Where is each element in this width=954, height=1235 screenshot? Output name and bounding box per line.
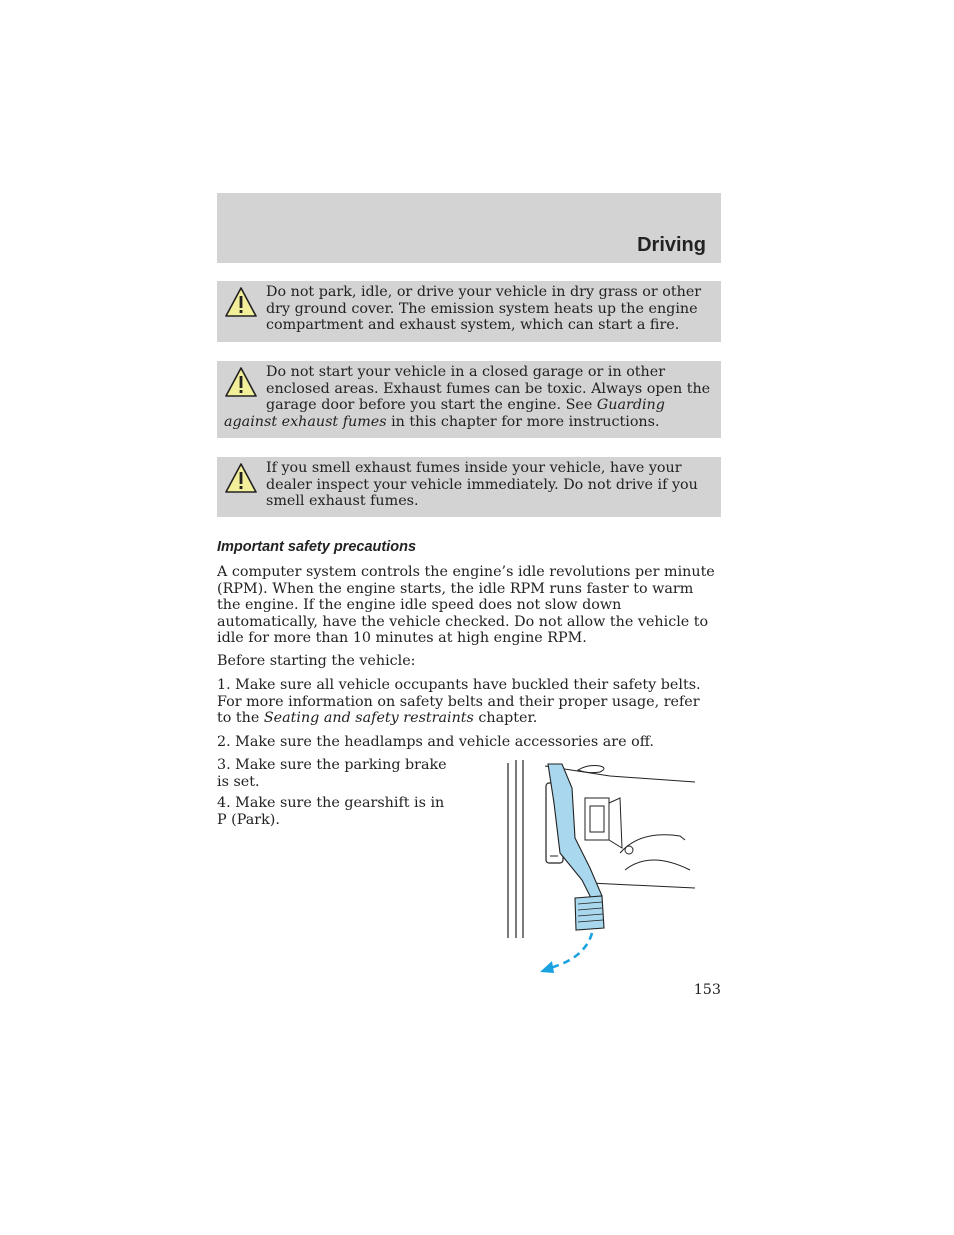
step-2: 2. Make sure the headlamps and vehicle accessories are off. <box>217 734 654 750</box>
warning-triangle-icon <box>224 366 258 398</box>
intro-paragraph: A computer system controls the engine’s idle revolutions per minute (RPM). When the engine starts, the idle RPM runs faster to warm the engine. If the engine idle speed does not slow down automatically, have the vehicle checked. Do not allow the vehicle to idle for more than 10 minutes at high engine RPM. <box>217 564 715 646</box>
before-starting-label: Before starting the vehicle: <box>217 653 416 669</box>
cross-reference: Guarding against exhaust fumes <box>224 397 665 430</box>
section-title: Driving <box>637 234 706 256</box>
cross-reference: Seating and safety restraints <box>263 710 474 726</box>
warning-text: If you smell exhaust fumes inside your vehicle, have your dealer inspect your vehicle immediately. Do not drive if you smell exhaust fumes. <box>266 460 698 509</box>
section-header <box>217 193 721 263</box>
warning-triangle-icon <box>224 462 258 494</box>
warning-box <box>217 457 721 517</box>
warning-triangle-icon <box>224 286 258 318</box>
page-number: 153 <box>693 982 721 998</box>
step-3: 3. Make sure the parking brake is set. <box>217 757 447 790</box>
parking-brake-pedal-illustration <box>490 758 705 980</box>
warning-box <box>217 281 721 342</box>
step-4: 4. Make sure the gearshift is in P (Park). <box>217 795 445 828</box>
warning-text: Do not park, idle, or drive your vehicle in dry grass or other dry ground cover. The emission system heats up the engine compartment and exhaust system, which can start a fire. <box>266 284 702 333</box>
warning-text: Do not start your vehicle in a closed garage or in other enclosed areas. Exhaust fumes can be toxic. Always open the garage door before you start the engine. See Guarding against exhaust fumes in this chapter for more instructions. <box>224 364 711 430</box>
subsection-heading: Important safety precautions <box>217 539 417 555</box>
step-1: 1. Make sure all vehicle occupants have buckled their safety belts. For more information on safety belts and their proper usage, refer to the Seating and safety restraints chapter. <box>217 677 701 726</box>
warning-box <box>217 361 721 438</box>
